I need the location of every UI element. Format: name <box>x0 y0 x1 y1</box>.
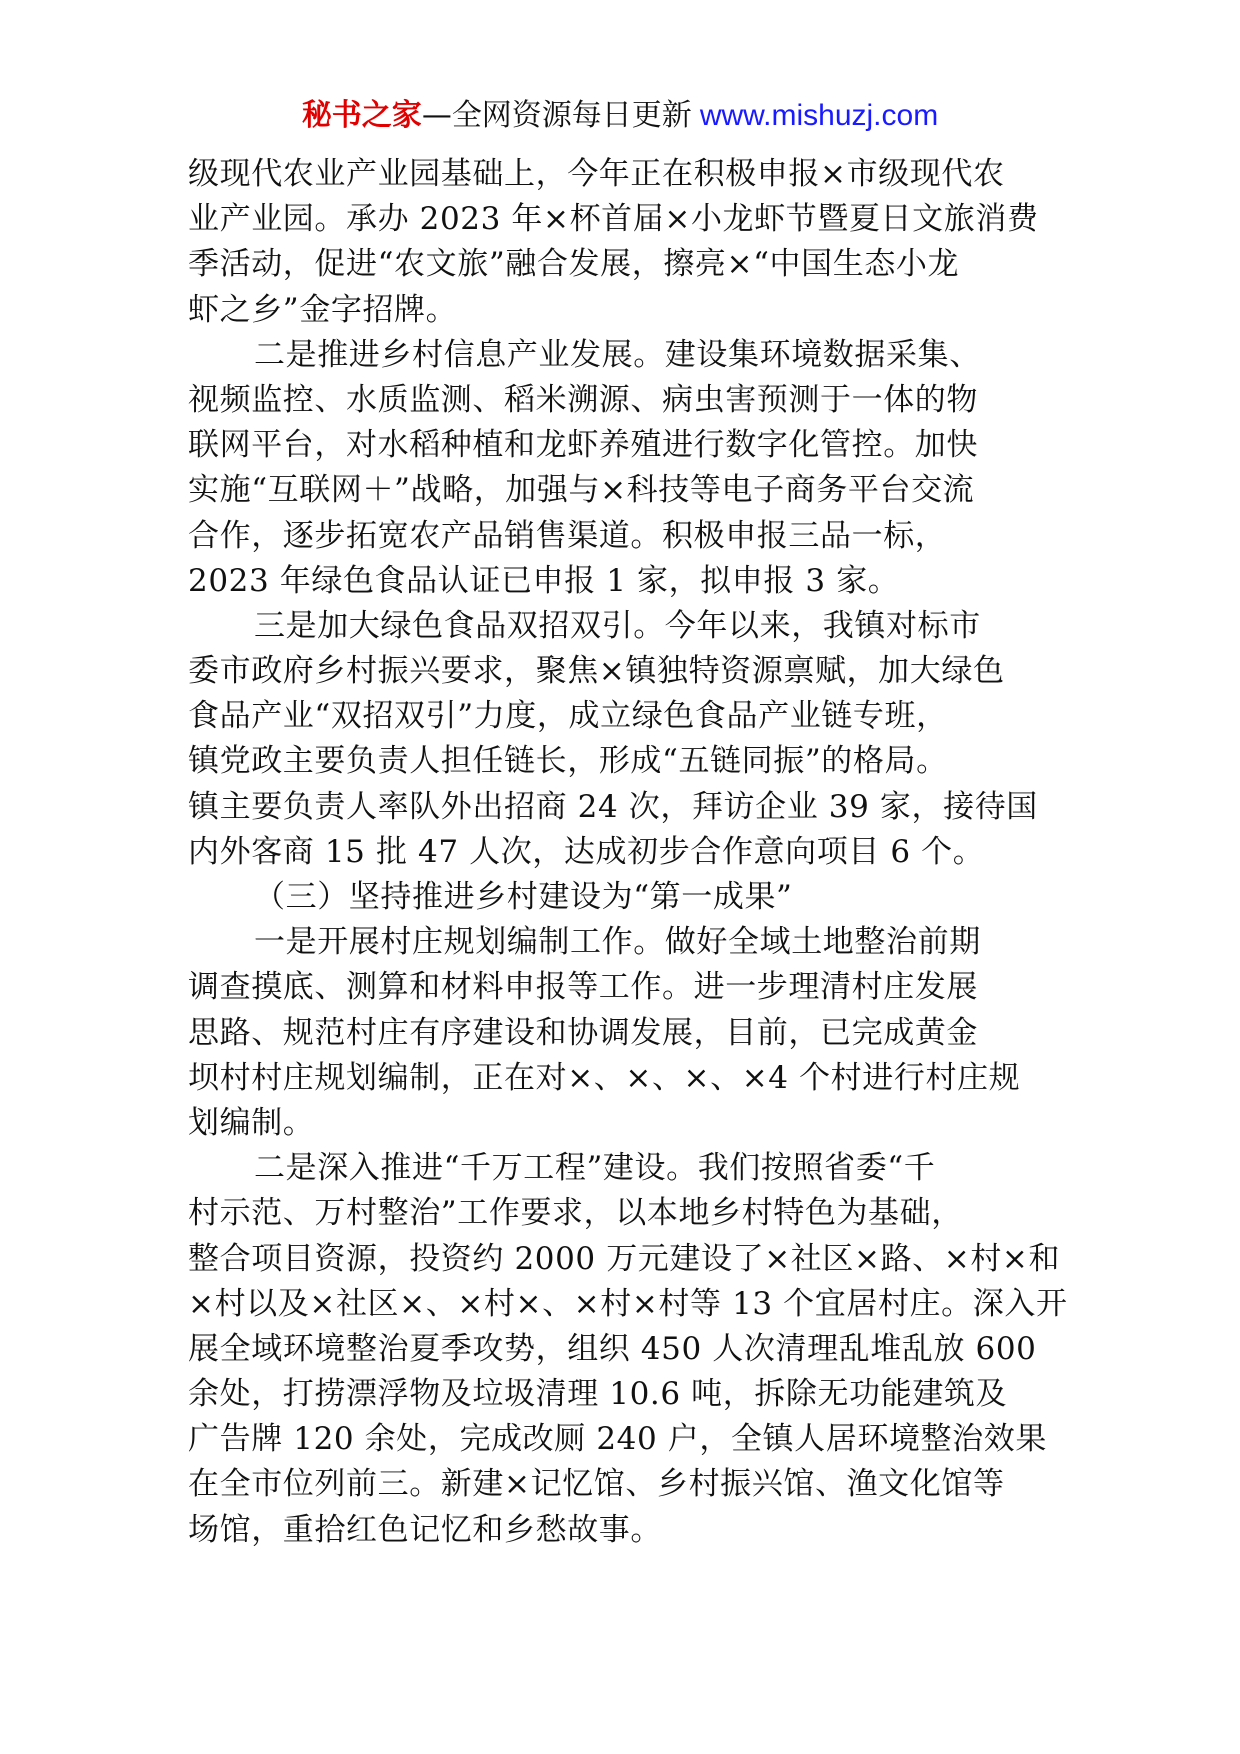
text-line: 镇党政主要负责人担任链长，形成“五链同振”的格局。 <box>188 743 948 780</box>
text-line: 实施“互联网＋”战略，加强与×科技等电子商务平台交流 <box>188 472 975 509</box>
text-line: 虾之乡”金字招牌。 <box>188 291 458 328</box>
paragraph-first-line: 二是推进乡村信息产业发展。建设集环境数据采集、 <box>254 336 981 373</box>
text-line: 委市政府乡村振兴要求，聚焦×镇独特资源禀赋，加大绿色 <box>188 653 1005 690</box>
text-line: 视频监控、水质监测、稻米溯源、病虫害预测于一体的物 <box>188 381 978 418</box>
text-line: 调查摸底、测算和材料申报等工作。进一步理清村庄发展 <box>188 969 978 1006</box>
text-line: 村示范、万村整治”工作要求，以本地乡村特色为基础， <box>188 1195 963 1232</box>
paragraph-first-line: 一是开展村庄规划编制工作。做好全域土地整治前期 <box>254 924 981 961</box>
text-line: 业产业园。承办 2023 年×杯首届×小龙虾节暨夏日文旅消费 <box>188 201 1039 238</box>
site-link[interactable]: www.mishuzj.com <box>699 99 939 132</box>
text-line: 季活动，促进“农文旅”融合发展，擦亮×“中国生态小龙 <box>188 246 960 283</box>
text-line: 合作，逐步拓宽农产品销售渠道。积极申报三品一标， <box>188 517 947 554</box>
text-line: 级现代农业产业园基础上，今年正在积极申报×市级现代农 <box>188 156 1005 192</box>
text-line: 镇主要负责人率队外出招商 24 次，拜访企业 39 家，接待国 <box>188 788 1038 825</box>
brand-name: 秘书之家 <box>301 98 422 133</box>
text-line: 整合项目资源，投资约 2000 万元建设了×社区×路、×村×和 <box>188 1240 1061 1277</box>
text-line: ×村以及×社区×、×村×、×村×村等 13 个宜居村庄。深入开 <box>188 1285 1068 1322</box>
text-line: 思路、规范村庄有序建设和协调发展，目前，已完成黄金 <box>188 1014 978 1051</box>
text-line: 广告牌 120 余处，完成改厕 240 户，全镇人居环境整治效果 <box>188 1421 1047 1458</box>
text-line: 场馆，重拾红色记忆和乡愁故事。 <box>188 1511 662 1548</box>
section-heading: （三）坚持推进乡村建设为“第一成果” <box>254 879 793 915</box>
text-line: 在全市位列前三。新建×记忆馆、乡村振兴馆、渔文化馆等 <box>188 1466 1005 1503</box>
paragraph-first-line: 二是深入推进“千万工程”建设。我们按照省委“千 <box>254 1150 936 1187</box>
text-line: 食品产业“双招双引”力度，成立绿色食品产业链专班， <box>188 698 948 735</box>
text-line: 展全域环境整治夏季攻势，组织 450 人次清理乱堆乱放 600 <box>188 1330 1037 1367</box>
text-line: 内外客商 15 批 47 人次，达成初步合作意向项目 6 个。 <box>188 833 985 870</box>
text-line: 2023 年绿色食品认证已申报 1 家，拟申报 3 家。 <box>188 562 900 599</box>
document-body <box>188 152 1076 1553</box>
text-line: 联网平台，对水稻种植和龙虾养殖进行数字化管控。加快 <box>188 427 978 464</box>
header-slogan: —全网资源每日更新 <box>421 98 692 133</box>
text-line: 划编制。 <box>188 1104 315 1141</box>
paragraph-first-line: 三是加大绿色食品双招双引。今年以来，我镇对标市 <box>254 607 981 644</box>
text-line: 余处，打捞漂浮物及垃圾清理 10.6 吨，拆除无功能建筑及 <box>188 1376 1008 1413</box>
text-line: 坝村村庄规划编制，正在对×、×、×、×4 个村进行村庄规 <box>188 1059 1021 1096</box>
page-header <box>0 96 1240 136</box>
